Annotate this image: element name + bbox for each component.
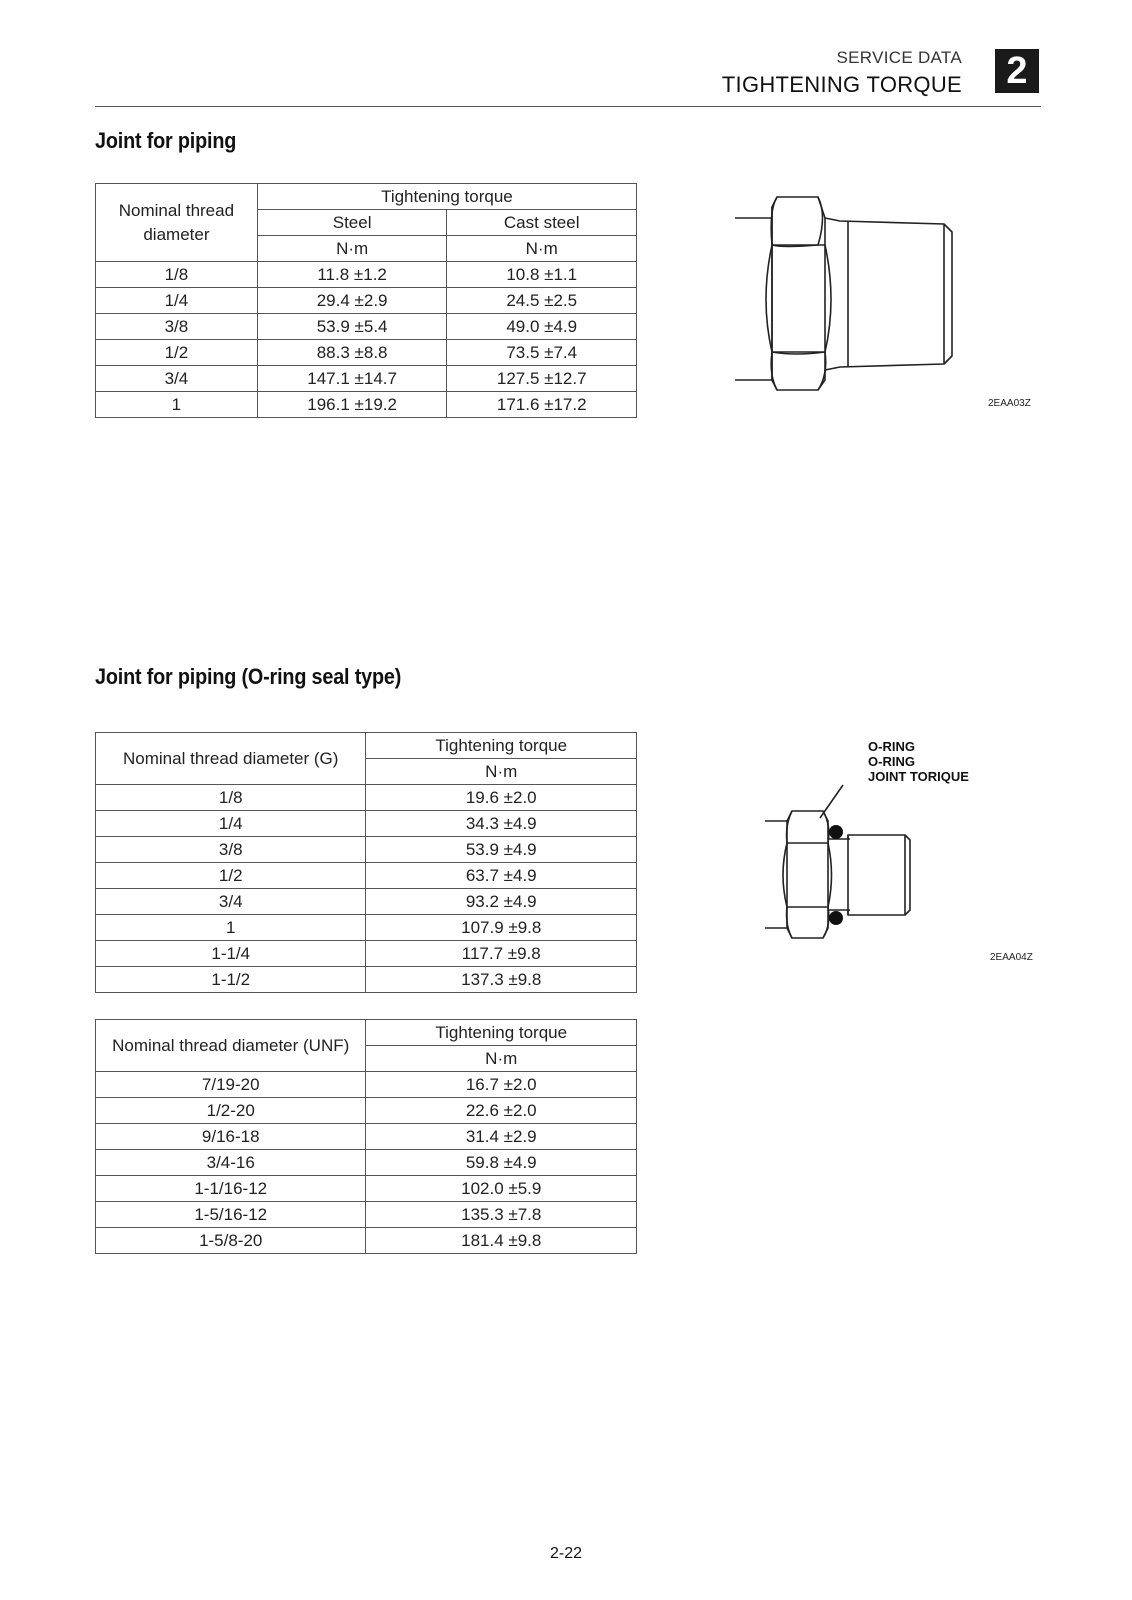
table-row xyxy=(96,262,637,288)
table-row xyxy=(96,366,637,392)
cell-diameter: 1/2 xyxy=(96,863,366,889)
table-row xyxy=(96,288,637,314)
cell-torque: 19.6 ±2.0 xyxy=(366,785,637,811)
figure-code-1: 2EAA03Z xyxy=(988,398,1031,409)
cell-torque: 107.9 ±9.8 xyxy=(366,915,637,941)
header-torque-g: Tightening torque xyxy=(366,733,637,759)
table-row xyxy=(96,1202,637,1228)
table-row xyxy=(96,1228,637,1254)
cell-torque: 63.7 ±4.9 xyxy=(366,863,637,889)
cell-torque: 34.3 ±4.9 xyxy=(366,811,637,837)
table-row xyxy=(96,863,637,889)
cell-steel: 29.4 ±2.9 xyxy=(257,288,447,314)
cell-cast-steel: 24.5 ±2.5 xyxy=(447,288,637,314)
cell-torque: 102.0 ±5.9 xyxy=(366,1176,637,1202)
cell-diameter: 3/8 xyxy=(96,837,366,863)
oring-unf-torque-table xyxy=(95,1019,637,1254)
cell-torque: 53.9 ±4.9 xyxy=(366,837,637,863)
cell-diameter: 1 xyxy=(96,392,258,418)
header-diameter-g: Nominal thread diameter (G) xyxy=(96,733,366,785)
cell-diameter: 1-5/16-12 xyxy=(96,1202,366,1228)
table-row xyxy=(96,314,637,340)
cell-diameter: 1-1/16-12 xyxy=(96,1176,366,1202)
cell-torque: 31.4 ±2.9 xyxy=(366,1124,637,1150)
cell-diameter: 3/4 xyxy=(96,366,258,392)
cell-diameter: 1/8 xyxy=(96,262,258,288)
header-cast-steel: Cast steel xyxy=(447,210,637,236)
chapter-badge: 2 xyxy=(995,49,1039,93)
header-diameter-unf: Nominal thread diameter (UNF) xyxy=(96,1020,366,1072)
cell-torque: 117.7 ±9.8 xyxy=(366,941,637,967)
cell-steel: 53.9 ±5.4 xyxy=(257,314,447,340)
cell-steel: 196.1 ±19.2 xyxy=(257,392,447,418)
cell-steel: 147.1 ±14.7 xyxy=(257,366,447,392)
cell-diameter: 1/8 xyxy=(96,785,366,811)
header-torque: Tightening torque xyxy=(257,184,636,210)
cell-steel: 11.8 ±1.2 xyxy=(257,262,447,288)
cell-torque: 135.3 ±7.8 xyxy=(366,1202,637,1228)
oring-joint-drawing xyxy=(765,780,925,955)
table-row xyxy=(96,340,637,366)
header-page-title: TIGHTENING TORQUE xyxy=(721,72,962,97)
header-unit-unf: N·m xyxy=(366,1046,637,1072)
table-row xyxy=(96,889,637,915)
cell-diameter: 1-5/8-20 xyxy=(96,1228,366,1254)
oring-label: O-RING xyxy=(868,739,915,754)
cell-cast-steel: 73.5 ±7.4 xyxy=(447,340,637,366)
table-row xyxy=(96,811,637,837)
table-row xyxy=(96,941,637,967)
cell-cast-steel: 49.0 ±4.9 xyxy=(447,314,637,340)
table-header-row xyxy=(96,733,637,759)
cell-diameter: 1-1/2 xyxy=(96,967,366,993)
cell-diameter: 3/4 xyxy=(96,889,366,915)
oring-figure-labels xyxy=(868,739,969,784)
header-steel: Steel xyxy=(257,210,447,236)
joint-torque-label: JOINT TORIQUE xyxy=(868,769,969,784)
cell-diameter: 1/2 xyxy=(96,340,258,366)
header-divider xyxy=(95,106,1041,107)
cell-torque: 59.8 ±4.9 xyxy=(366,1150,637,1176)
cell-torque: 16.7 ±2.0 xyxy=(366,1072,637,1098)
cell-diameter: 1/4 xyxy=(96,811,366,837)
piping-joint-drawing xyxy=(735,190,985,395)
cell-diameter: 3/4-16 xyxy=(96,1150,366,1176)
oring-g-torque-table xyxy=(95,732,637,993)
cell-diameter: 1-1/4 xyxy=(96,941,366,967)
header-unit-g: N·m xyxy=(366,759,637,785)
table-row xyxy=(96,837,637,863)
oring-bottom-icon xyxy=(829,911,843,925)
table-row xyxy=(96,392,637,418)
section-title-joint-for-piping: Joint for piping xyxy=(95,128,237,153)
page-number: 2-22 xyxy=(549,1545,583,1562)
header-section-label: SERVICE DATA xyxy=(836,48,962,67)
table-row xyxy=(96,967,637,993)
table-row xyxy=(96,785,637,811)
table-row xyxy=(96,1176,637,1202)
cell-steel: 88.3 ±8.8 xyxy=(257,340,447,366)
cell-cast-steel: 127.5 ±12.7 xyxy=(447,366,637,392)
table-row xyxy=(96,1098,637,1124)
cell-diameter: 3/8 xyxy=(96,314,258,340)
table-row xyxy=(96,1124,637,1150)
cell-diameter: 9/16-18 xyxy=(96,1124,366,1150)
table-header-row xyxy=(96,1020,637,1046)
header-diameter xyxy=(96,184,258,262)
header-diameter-label: Nominal thread diameter xyxy=(118,200,235,244)
cell-diameter: 1 xyxy=(96,915,366,941)
oring-top-icon xyxy=(829,825,843,839)
cell-cast-steel: 10.8 ±1.1 xyxy=(447,262,637,288)
cell-torque: 22.6 ±2.0 xyxy=(366,1098,637,1124)
table-row xyxy=(96,915,637,941)
cell-torque: 181.4 ±9.8 xyxy=(366,1228,637,1254)
piping-torque-table xyxy=(95,183,637,418)
figure-code-2: 2EAA04Z xyxy=(990,952,1033,963)
table-header-row xyxy=(96,184,637,210)
cell-torque: 137.3 ±9.8 xyxy=(366,967,637,993)
cell-cast-steel: 171.6 ±17.2 xyxy=(447,392,637,418)
header-unit-steel: N·m xyxy=(257,236,447,262)
header-torque-unf: Tightening torque xyxy=(366,1020,637,1046)
header-unit-cast-steel: N·m xyxy=(447,236,637,262)
oring-label: O-RING xyxy=(868,754,915,769)
cell-torque: 93.2 ±4.9 xyxy=(366,889,637,915)
table-row xyxy=(96,1072,637,1098)
table-row xyxy=(96,1150,637,1176)
cell-diameter: 7/19-20 xyxy=(96,1072,366,1098)
section-title-oring-seal: Joint for piping (O-ring seal type) xyxy=(95,664,402,689)
cell-diameter: 1/4 xyxy=(96,288,258,314)
cell-diameter: 1/2-20 xyxy=(96,1098,366,1124)
